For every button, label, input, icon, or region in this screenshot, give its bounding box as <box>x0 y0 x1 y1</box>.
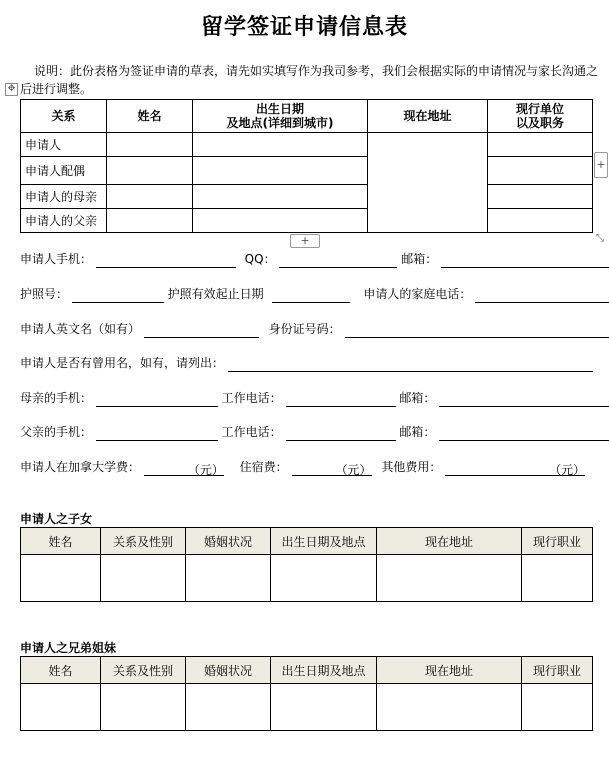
header-birth: 出生日期及地点 <box>271 528 377 555</box>
add-row-button[interactable]: + <box>290 234 320 248</box>
table-header-row <box>21 657 593 684</box>
former-name-field[interactable] <box>228 357 593 372</box>
applicant-mobile-label: 申请人手机： <box>20 252 93 266</box>
header-occupation: 现行职业 <box>522 528 593 555</box>
mother-work-phone-label: 工作电话： <box>221 391 282 405</box>
children-table <box>20 527 593 602</box>
name-cell[interactable] <box>107 209 193 233</box>
english-name-field[interactable] <box>144 323 259 338</box>
father-mobile-label: 父亲的手机： <box>20 425 93 439</box>
header-address: 现在地址 <box>377 657 522 684</box>
applicant-mobile-field[interactable] <box>96 253 236 268</box>
name-cell[interactable] <box>21 684 101 731</box>
english-name-label: 申请人英文名（如有） <box>20 322 141 336</box>
family-table <box>20 99 593 233</box>
contact-line-1 <box>20 250 600 268</box>
marital-cell[interactable] <box>186 684 271 731</box>
birth-cell[interactable] <box>271 684 377 731</box>
other-fees-label: 其他费用： <box>381 460 442 474</box>
mother-email-label: 邮箱： <box>399 391 436 405</box>
email-label: 邮箱： <box>401 252 438 266</box>
header-employer <box>488 100 593 133</box>
birth-cell[interactable] <box>193 209 368 233</box>
employer-cell[interactable] <box>488 133 593 157</box>
row-label-father: 申请人的父亲 <box>21 209 107 233</box>
table-header-row <box>21 528 593 555</box>
contact-line-5 <box>20 389 600 407</box>
header-relation-gender: 关系及性别 <box>101 657 186 684</box>
id-number-field[interactable] <box>345 323 609 338</box>
home-phone-label: 申请人的家庭电话： <box>363 287 472 301</box>
page-title: 留学签证申请信息表 <box>200 14 408 40</box>
address-cell[interactable] <box>377 555 522 602</box>
header-birth-line2: 及地点(详细到城市) <box>226 116 334 130</box>
marital-cell[interactable] <box>186 555 271 602</box>
fees-line <box>20 458 600 476</box>
housing-label: 住宿费： <box>239 460 288 474</box>
tuition-unit: （元） <box>187 463 224 477</box>
other-fees-field[interactable] <box>445 461 585 476</box>
name-cell[interactable] <box>107 133 193 157</box>
header-employer-line2: 以及职务 <box>515 116 564 130</box>
name-cell[interactable] <box>107 185 193 209</box>
father-email-label: 邮箱： <box>399 425 436 439</box>
header-occupation: 现行职业 <box>522 657 593 684</box>
employer-cell[interactable] <box>488 209 593 233</box>
address-cell[interactable] <box>377 684 522 731</box>
mother-mobile-label: 母亲的手机： <box>20 391 93 405</box>
table-row <box>21 684 593 731</box>
resize-icon[interactable]: ⤡ <box>596 233 604 244</box>
siblings-heading: 申请人之兄弟姐妹 <box>20 641 117 655</box>
header-birth: 出生日期及地点 <box>271 657 377 684</box>
contact-line-2 <box>20 285 600 303</box>
header-employer-line1: 现行单位 <box>515 102 564 116</box>
table-row <box>21 157 593 185</box>
qq-field[interactable] <box>279 253 397 268</box>
table-header-row <box>21 100 593 133</box>
table-row <box>21 133 593 157</box>
header-name: 姓名 <box>107 100 193 133</box>
header-name: 姓名 <box>21 657 101 684</box>
passport-label: 护照号： <box>20 287 69 301</box>
qq-label: QQ： <box>244 252 276 266</box>
table-row <box>21 185 593 209</box>
header-name: 姓名 <box>21 528 101 555</box>
contact-line-6 <box>20 423 600 441</box>
former-name-label: 申请人是否有曾用名，如有，请列出： <box>20 356 225 370</box>
move-icon[interactable]: ✥ <box>5 83 18 96</box>
row-label-mother: 申请人的母亲 <box>21 185 107 209</box>
relation-cell[interactable] <box>101 555 186 602</box>
father-mobile-field[interactable] <box>96 426 218 441</box>
table-row <box>21 555 593 602</box>
header-address: 现在地址 <box>368 100 488 133</box>
contact-line-3 <box>20 320 600 338</box>
header-birth-line1: 出生日期 <box>255 102 304 116</box>
passport-field[interactable] <box>72 288 164 303</box>
name-cell[interactable] <box>21 555 101 602</box>
passport-validity-label: 护照有效起止日期 <box>167 287 264 301</box>
occupation-cell[interactable] <box>522 555 593 602</box>
header-address: 现在地址 <box>377 528 522 555</box>
other-fees-unit: （元） <box>549 463 586 477</box>
address-cell[interactable] <box>368 133 488 233</box>
mother-mobile-field[interactable] <box>96 392 218 407</box>
birth-cell[interactable] <box>193 157 368 185</box>
birth-cell[interactable] <box>193 133 368 157</box>
housing-field[interactable] <box>292 461 372 476</box>
birth-cell[interactable] <box>271 555 377 602</box>
employer-cell[interactable] <box>488 157 593 185</box>
email-field[interactable] <box>441 253 609 268</box>
instruction-note: 说明：此份表格为签证申请的草表，请先如实填写作为我司参考，我们会根据实际的申请情况与家长沟通之后进行调整。 <box>20 64 599 96</box>
header-marital-status: 婚姻状况 <box>186 528 271 555</box>
father-work-phone-field[interactable] <box>286 426 396 441</box>
employer-cell[interactable] <box>488 185 593 209</box>
row-label-applicant: 申请人 <box>21 133 107 157</box>
header-relation: 关系 <box>21 100 107 133</box>
header-relation-gender: 关系及性别 <box>101 528 186 555</box>
row-label-spouse: 申请人配偶 <box>21 157 107 185</box>
occupation-cell[interactable] <box>522 684 593 731</box>
mother-work-phone-field[interactable] <box>286 392 396 407</box>
tuition-field[interactable] <box>144 461 224 476</box>
children-heading: 申请人之子女 <box>20 512 93 526</box>
father-email-field[interactable] <box>439 426 609 441</box>
birth-cell[interactable] <box>193 185 368 209</box>
id-number-label: 身份证号码： <box>268 322 341 336</box>
tuition-label: 申请人在加拿大学费： <box>20 460 141 474</box>
header-birth <box>193 100 368 133</box>
siblings-table <box>20 656 593 731</box>
contact-line-4 <box>20 354 600 372</box>
mother-email-field[interactable] <box>439 392 609 407</box>
add-column-button[interactable]: + <box>594 152 608 178</box>
name-cell[interactable] <box>107 157 193 185</box>
passport-validity-field[interactable] <box>272 288 350 303</box>
father-work-phone-label: 工作电话： <box>221 425 282 439</box>
table-row <box>21 209 593 233</box>
housing-unit: （元） <box>335 463 372 477</box>
relation-cell[interactable] <box>101 684 186 731</box>
header-marital-status: 婚姻状况 <box>186 657 271 684</box>
home-phone-field[interactable] <box>475 288 609 303</box>
